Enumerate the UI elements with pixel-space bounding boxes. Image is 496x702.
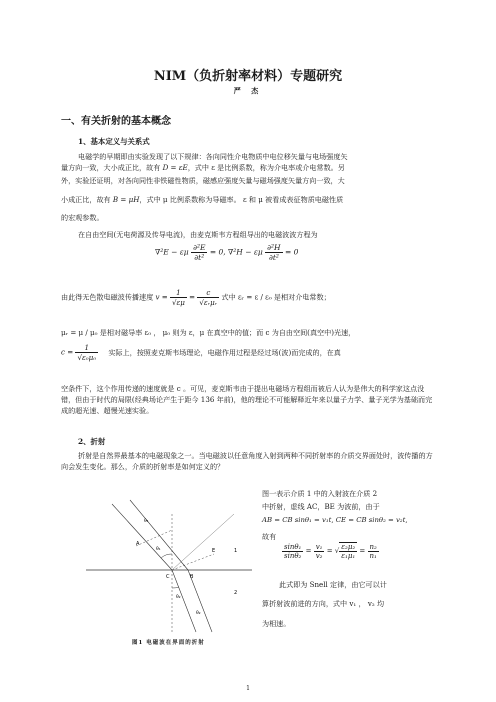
label-theta2-a: θ₂ bbox=[176, 595, 181, 600]
paragraph-4: 折射是自然界最基本的电磁现象之一。当电磁波以任意角度入射到两种不同折射率的介质交界面处时，波传播的方向会发生变化。那么，介质的折射率是如何定义的？ bbox=[61, 451, 433, 471]
refraction-angle-arc bbox=[172, 587, 179, 588]
subsection-heading-2: 2、折射 bbox=[78, 437, 106, 446]
subsection-heading-1: 1、基本定义与关系式 bbox=[78, 137, 150, 146]
incident-ray-1 bbox=[112, 504, 172, 570]
equation-d-eps-e: D = εE bbox=[162, 163, 188, 172]
reflected-ray bbox=[172, 514, 234, 570]
velocity-line: 由此得无色散电磁波传播速度 v = $\frac{1}{√\varepsilon\mu}$ = $\frac{c}{\text{√εᵣμᵣ}}$ 式中 εᵣ = ε / ε₀ 是相对介电常数； bbox=[61, 288, 331, 307]
snell-description-line-2: 算折射波前进的方向，式中 v₁ ， v₂ 均 bbox=[262, 599, 385, 608]
paragraph-1-line-2: 量方向一致，大小成正比，故有 D = εE，式中 ε 是比例系数，称为介电率或介电常数。另 bbox=[61, 163, 345, 172]
wave-equation: ∇²E − εμ $\frac{\text{∂²E}}{\text{∂t²}}$ = 0, ∇²H − εμ $\frac{\text{∂²H}}{\text{∂t²}}$ = 0 bbox=[155, 243, 299, 262]
document-title: NIM（负折射率材料）专题研究 bbox=[153, 69, 343, 84]
snell-equation: $\frac{\text{sinθ₁}}{\text{sinθ₂}}$ = $\frac{\text{v₁}}{\text{v₂}}$ = √ $\frac{\text{ε₂μ₂}}{\text{ε₁μ₁}}$ = $\frac{\text{n₂}}{\text{n₁}}$ bbox=[284, 542, 377, 560]
incident-ray-2 bbox=[130, 500, 188, 570]
paragraph-1-line-3: 外，实验还证明，对各向同性非铁磁性物质，磁感应强度矢量与磁场强度矢量方向一致，大 bbox=[61, 176, 345, 185]
wavefront-be bbox=[172, 554, 214, 570]
label-theta1-b: θ₁ bbox=[144, 519, 149, 524]
page-number: 1 bbox=[246, 685, 250, 692]
paragraph-1-line-4: 小成正比，故有 B = μH，式中 μ 比例系数称为导磁率。 ε 和 μ 被看成表征物质电磁性质 bbox=[61, 195, 344, 204]
paragraph-3: 空条件下，这个作用传递的速度就是 c 。可见，麦克斯韦由于提出电磁场方程组而被后人认为是伟大的科学家这点没错，但由于时代的局限(经典场论产生于距今 136 年前)，他的理论不可能解释近年来以量子力学、量子光学为基础而完成的超光速、超慢光速实验。 bbox=[61, 384, 433, 415]
paragraph-relative-permeability: μᵣ = μ / μ₀ 是相对磁导率 ε₀ ， μ₀ 则为 ε，μ 在真空中的值；而 c 为自由空间(真空中)光速， bbox=[61, 328, 356, 337]
author: 严 杰 bbox=[233, 86, 263, 95]
refraction-figure bbox=[84, 494, 254, 636]
label-medium-1: 1 bbox=[234, 548, 238, 554]
incidence-angle-arc bbox=[161, 554, 172, 558]
wavefront-equation: AB = CB sinθ₁ = v₁t, CE = CB sinθ₂ = v₂t, bbox=[262, 516, 408, 524]
label-a: A bbox=[136, 541, 140, 547]
label-medium-2: 2 bbox=[234, 590, 238, 596]
snell-description-line-3: 为相速。 bbox=[262, 619, 291, 628]
label-b: B bbox=[190, 574, 194, 580]
paragraph-1-line-5: 的宏观参数。 bbox=[61, 213, 104, 222]
therefore-label: 故有 bbox=[262, 532, 277, 541]
label-c: C bbox=[166, 574, 170, 580]
label-e: E bbox=[212, 548, 216, 554]
light-speed-line: c = $\frac{1}{\text{√ε₀μ₀}}$ 实际上，按照麦克斯韦场理论，电磁作用过程是经过场(波)而完成的，在真 bbox=[61, 343, 341, 362]
figure-caption: 图1 电磁波在界面的折射 bbox=[132, 640, 205, 646]
paragraph-2: 在自由空间(无电荷源及传导电流)，由麦克斯韦方程组导出的电磁波波方程为 bbox=[78, 230, 318, 239]
label-theta2-b: θ₂ bbox=[196, 611, 201, 616]
wavefront-ac bbox=[136, 530, 172, 546]
paragraph-1-line-1: 电磁学的早期即由实验发现了以下规律：各向同性介电物质中电位移矢量与电场强度矢 bbox=[78, 152, 348, 161]
label-theta1-a: θ₁ bbox=[156, 547, 161, 552]
equation-b-mu-h: B = μH bbox=[112, 195, 140, 204]
figure-description-line-2: 中折射，虚线 AC，BE 为波前，由于 bbox=[262, 502, 380, 511]
section-heading-1: 一、有关折射的基本概念 bbox=[61, 116, 171, 127]
figure-description-line-1: 图一表示介质 1 中的入射波在介质 2 bbox=[262, 489, 378, 498]
snell-description-line-1: 此式即为 Snell 定律，由它可以计 bbox=[279, 580, 387, 589]
